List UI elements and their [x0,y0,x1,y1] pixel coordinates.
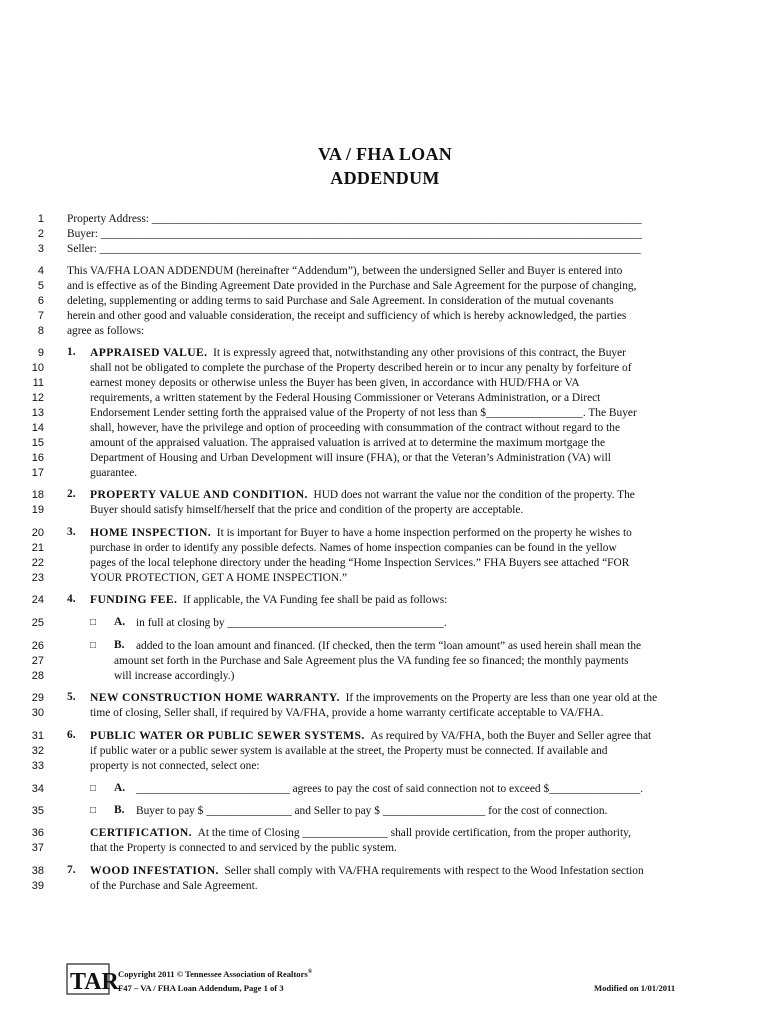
funding-fee-option-b-label: B. [114,639,125,651]
section-1-line: requirements, a written statement by the Federal Housing Commissioner or Veterans Administration, or a Direct [90,392,601,404]
certification-field[interactable]: At the time of Closing _______________ shall provide certification, from the proper authority, [197,827,631,839]
section-1-first-line [90,346,626,360]
document-title-line1: VA / FHA LOAN [317,144,453,164]
form-id-text: F47 – VA / FHA Loan Addendum, Page 1 of 3 [118,983,284,993]
section-6-line: if public water or a public sewer system is available at the street, the Property must be connected. If available and [90,745,608,757]
section-5-first-line [90,691,657,705]
line-number: 4 [37,265,44,277]
section-3-first-line [90,526,632,540]
connection-option-a-label: A. [114,782,126,794]
modified-date-text: Modified on 1/01/2011 [594,983,676,993]
intro-line: deleting, supplementing or adding terms to said Purchase and Sale Agreement. In consideration of the mutual covenants [67,295,614,307]
section-3-text: It is important for Buyer to have a home inspection performed on the property he wishes to [216,527,632,539]
line-number: 2 [37,228,44,240]
section-3-heading: HOME INSPECTION. [90,526,212,539]
copyright-text [118,969,312,979]
line-number: 21 [31,542,44,554]
registered-mark: ® [307,969,313,976]
funding-fee-option-b-text: amount set forth in the Purchase and Sale Agreement plus the VA funding fee so financed; the monthly payments [114,655,629,667]
section-4-first-line [90,593,447,607]
line-number: 3 [37,243,44,255]
line-number: 18 [31,489,44,501]
section-7-text: Seller shall comply with VA/FHA requirements with respect to the Wood Infestation section [224,865,644,877]
section-2-text: HUD does not warrant the value nor the condition of the property. The [313,489,635,501]
section-1-heading: APPRAISED VALUE. [90,346,208,359]
intro-line: herein and other good and valuable consideration, the receipt and sufficiency of which is hereby acknowledged, the parties [67,310,627,322]
section-7-first-line [90,864,644,878]
section-4-heading: FUNDING FEE. [90,593,178,606]
funding-fee-option-b-text: will increase accordingly.) [114,670,235,682]
connection-option-b-checkbox[interactable]: □ [90,805,97,816]
appraised-value-field[interactable]: Endorsement Lender setting forth the appraised value of the Property of not less than $_________________. The Buyer [90,407,637,419]
line-number: 30 [31,707,44,719]
section-2-heading: PROPERTY VALUE AND CONDITION. [90,488,308,501]
line-number: 33 [31,760,44,772]
line-number: 25 [31,617,44,629]
line-number: 1 [37,213,44,225]
line-number: 11 [32,377,44,389]
line-number: 12 [31,392,44,404]
line-number: 39 [31,880,44,892]
section-6-text: As required by VA/FHA, both the Buyer and Seller agree that [370,730,652,742]
section-3-line: purchase in order to identify any possible defects. Names of home inspection companies can be found in the yellow [90,542,617,554]
line-number: 37 [31,842,44,854]
section-6-number: 6. [67,729,76,741]
funding-fee-option-a-label: A. [114,616,126,628]
section-7-line: of the Purchase and Sale Agreement. [90,880,258,892]
section-1-line: Department of Housing and Urban Development will insure (FHA), or that the Veteran’s Administration (VA) will [90,452,611,464]
funding-fee-option-b-checkbox[interactable]: □ [90,640,97,651]
line-number: 26 [31,640,44,652]
line-number: 19 [31,504,44,516]
section-7-heading: WOOD INFESTATION. [90,864,219,877]
line-number: 8 [37,325,44,337]
line-number: 7 [37,310,44,322]
section-7-number: 7. [67,864,76,876]
section-5-number: 5. [67,691,76,703]
copyright-line: Copyright 2011 © Tennessee Association of Realtors [118,969,308,979]
certification-heading: CERTIFICATION. [90,826,192,839]
document-title-line2: ADDENDUM [330,168,440,188]
line-number: 10 [31,362,44,374]
section-3-number: 3. [67,526,76,538]
connection-option-a-checkbox[interactable]: □ [90,783,97,794]
line-number: 24 [31,594,44,606]
section-5-text: If the improvements on the Property are less than one year old at the [345,692,658,704]
section-2-first-line [90,488,635,502]
intro-line: and is effective as of the Binding Agreement Date provided in the Purchase and Sale Agreement for the purpose of changing, [67,280,637,292]
tar-logo-icon [66,963,119,995]
intro-line: agree as follows: [67,325,145,337]
line-number: 34 [31,783,44,795]
line-number: 35 [31,805,44,817]
line-number: 16 [31,452,44,464]
line-number: 22 [31,557,44,569]
section-2-number: 2. [67,488,76,500]
line-number: 28 [31,670,44,682]
line-number: 36 [31,827,44,839]
section-1-text: It is expressly agreed that, notwithstanding any other provisions of this contract, the Buyer [213,347,626,359]
funding-fee-option-a-checkbox[interactable]: □ [90,617,97,628]
section-6-first-line [90,729,651,743]
section-1-line: shall not be obligated to complete the purchase of the Property described herein or to incur any penalty by forfeiture of [90,362,632,374]
seller-field[interactable]: Seller: _______________________________________________________________________________________________ [67,243,641,255]
buyer-field[interactable]: Buyer: _______________________________________________________________________________________________ [67,228,642,240]
section-6-line: property is not connected, select one: [90,760,260,772]
funding-fee-option-a-field[interactable]: in full at closing by ______________________________________. [136,617,447,629]
intro-line: This VA/FHA LOAN ADDENDUM (hereinafter “Addendum”), between the undersigned Seller and Buyer is entered into [67,265,623,277]
connection-option-a-field[interactable]: ___________________________ agrees to pay the cost of said connection not to exceed $________________. [136,783,644,795]
section-1-line: amount of the appraised valuation. The appraised valuation is arrived at to determine the maximum mortgage the [90,437,606,449]
section-1-number: 1. [67,346,76,358]
property-address-field[interactable]: Property Address: ______________________________________________________________________________________ [67,213,642,225]
line-number: 17 [31,467,44,479]
section-5-heading: NEW CONSTRUCTION HOME WARRANTY. [90,691,340,704]
line-number: 6 [37,295,44,307]
section-4-number: 4. [67,593,76,605]
line-number: 20 [31,527,44,539]
line-number: 14 [31,422,44,434]
section-4-text: If applicable, the VA Funding fee shall be paid as follows: [182,594,448,606]
section-5-line: time of closing, Seller shall, if required by VA/FHA, provide a home warranty certificate acceptable to VA/FHA. [90,707,604,719]
section-2-line: Buyer should satisfy himself/herself that the price and condition of the property are acceptable. [90,504,524,516]
line-number: 15 [31,437,44,449]
section-1-line: earnest money deposits or otherwise unless the Buyer has been given, in accordance with HUD/FHA or VA [90,377,580,389]
connection-option-b-label: B. [114,804,125,816]
line-number: 32 [31,745,44,757]
section-1-line: shall, however, have the privilege and option of proceeding with consummation of the contract without regard to the [90,422,621,434]
line-number: 31 [31,730,44,742]
line-number: 9 [37,347,44,359]
line-number: 23 [31,572,44,584]
section-1-line: guarantee. [90,467,138,479]
connection-option-b-field[interactable]: Buyer to pay $ _______________ and Seller to pay $ __________________ for the cost of connection. [136,805,608,817]
section-6-heading: PUBLIC WATER OR PUBLIC SEWER SYSTEMS. [90,729,365,742]
section-3-line: pages of the local telephone directory under the heading “Home Inspection Services.” FHA Buyers see attached “FOR [90,557,630,569]
certification-line: that the Property is connected to and serviced by the public system. [90,842,397,854]
line-number: 38 [31,865,44,877]
line-number: 5 [37,280,44,292]
line-number: 29 [31,692,44,704]
line-number: 27 [31,655,44,667]
certification-first-line [90,826,631,840]
funding-fee-option-b-text: added to the loan amount and financed. (If checked, then the term “loan amount” as used herein shall mean the [136,640,642,652]
section-3-line: YOUR PROTECTION, GET A HOME INSPECTION.” [90,572,348,584]
line-number: 13 [31,407,44,419]
logo-text: TAR [70,969,119,995]
